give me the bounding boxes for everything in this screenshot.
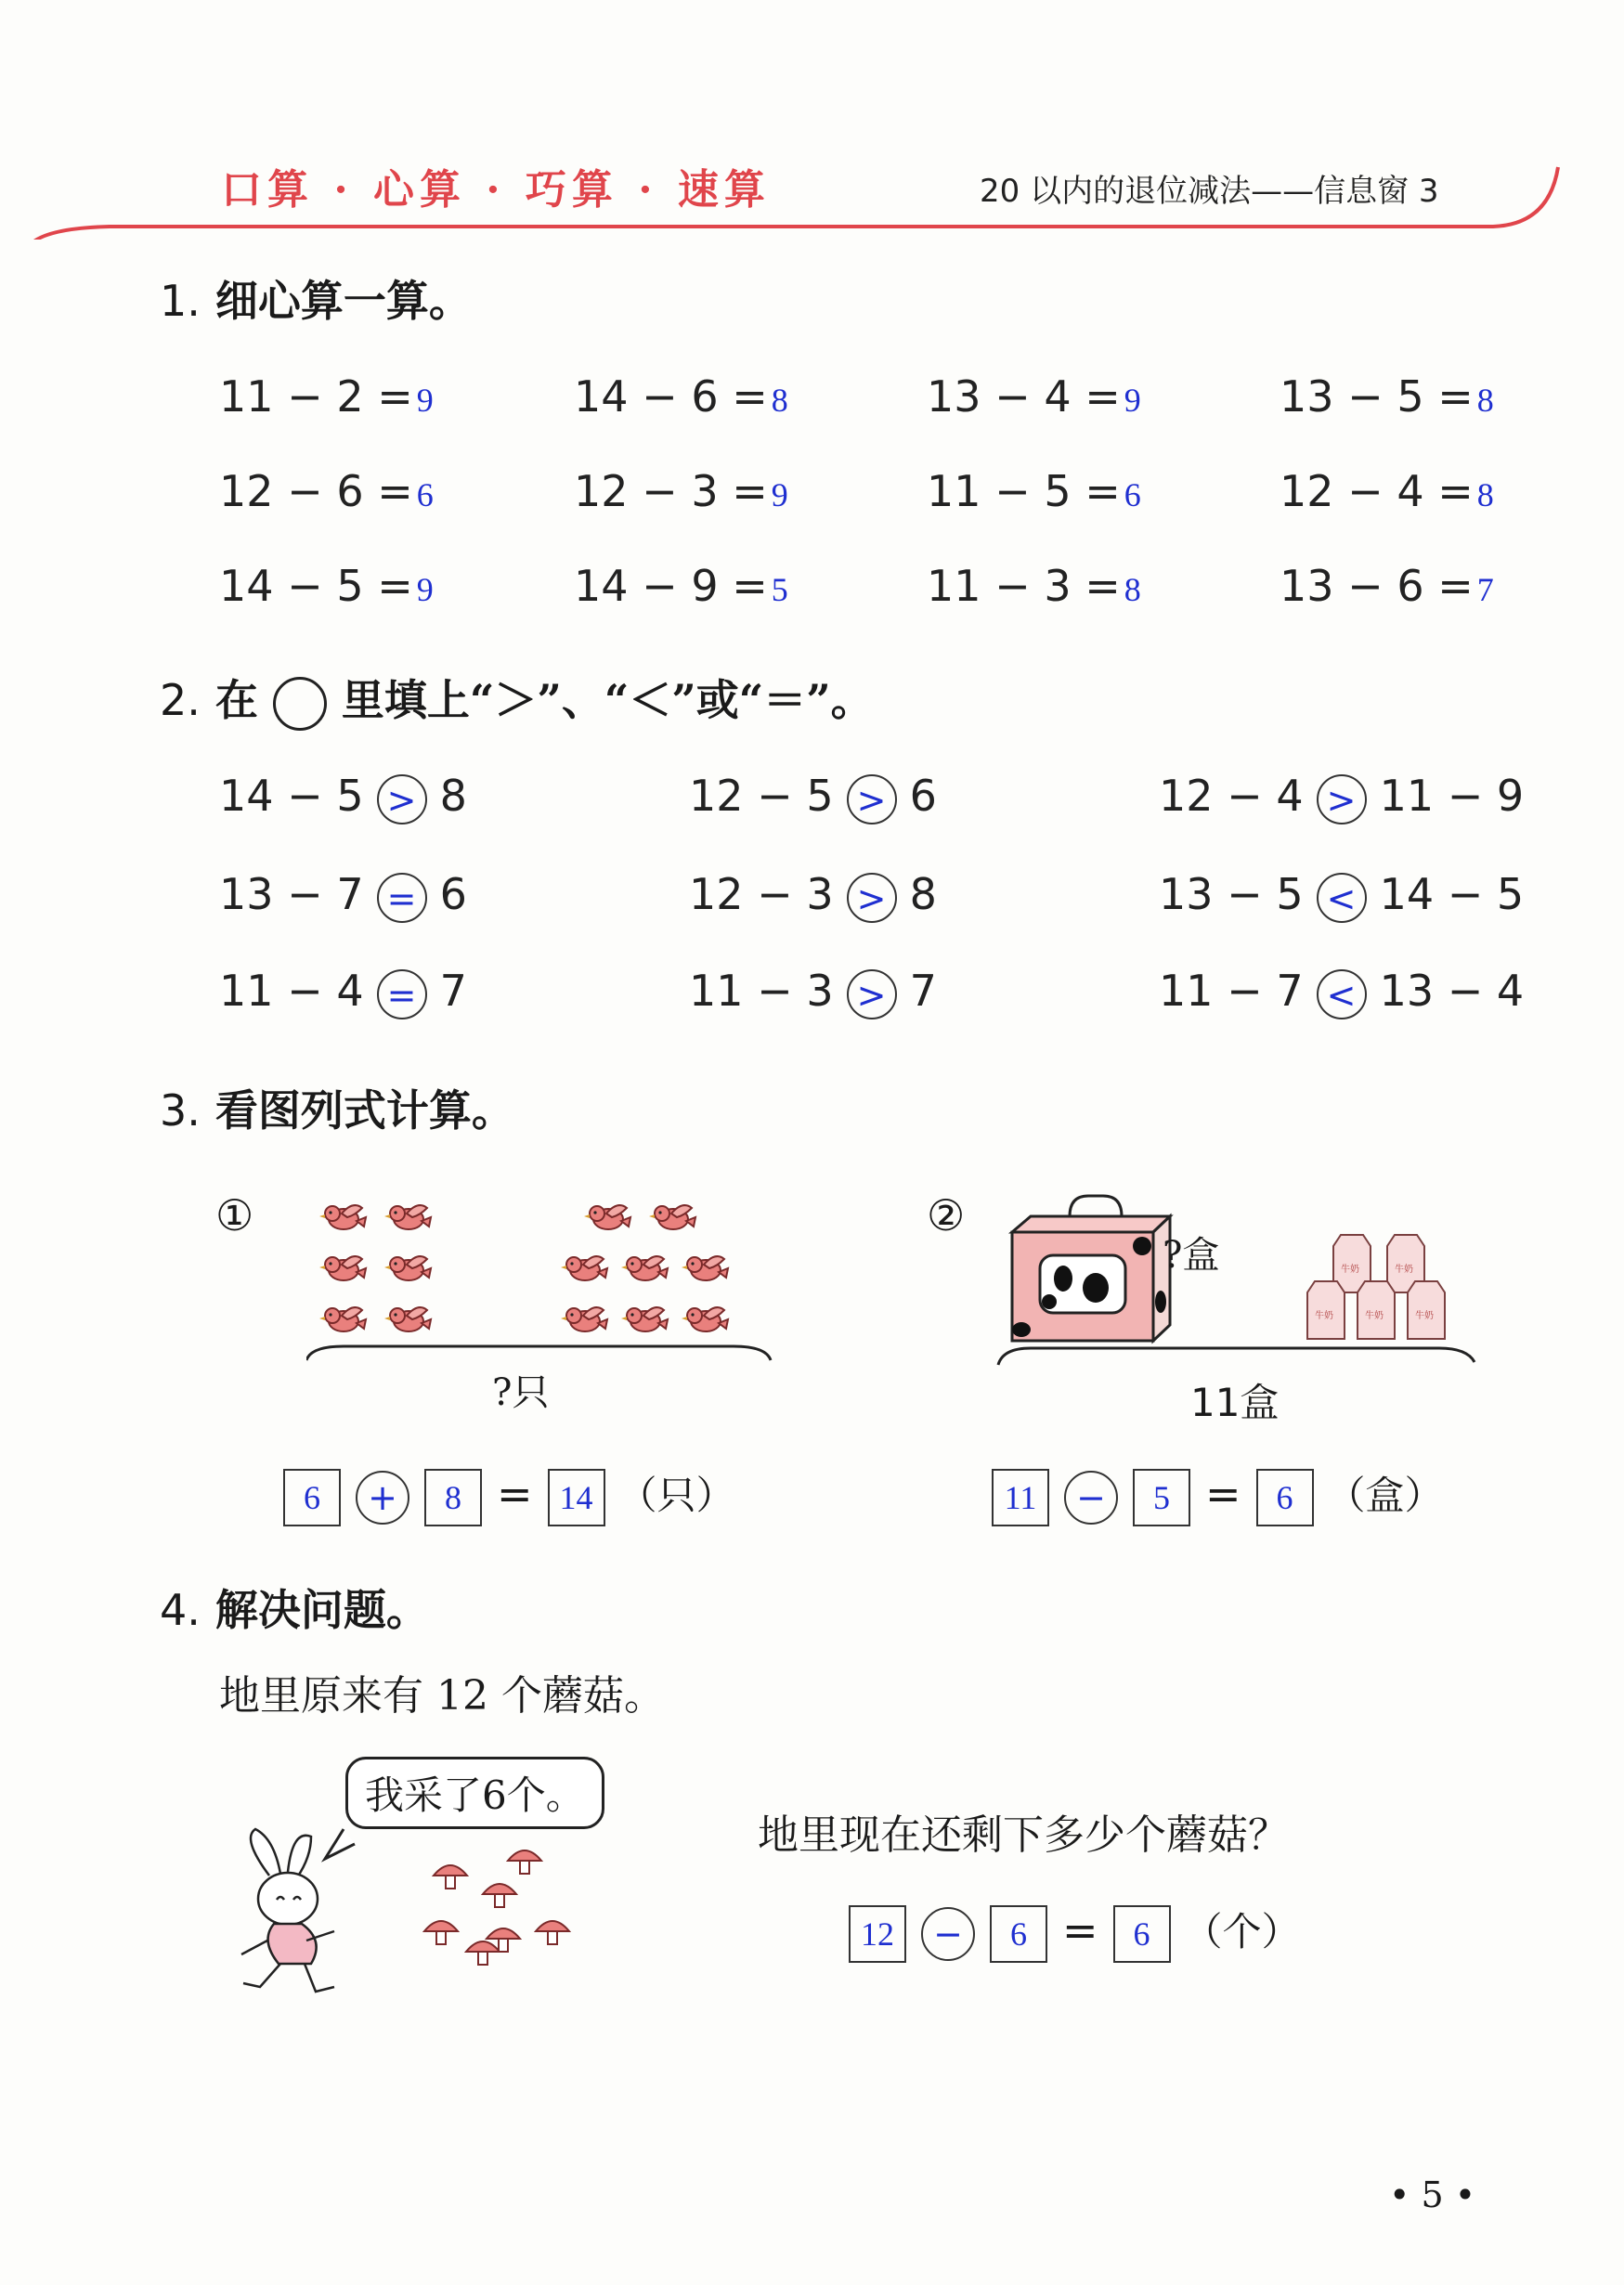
q2-item [689, 966, 937, 1019]
q1-expression: 11 − 5 = [927, 466, 1121, 516]
q2-left-expression: 11 − 7 [1159, 966, 1304, 1016]
rabbit-mushroom-illustration [223, 1801, 613, 2015]
q2-right-expression: 11 − 9 [1379, 771, 1525, 821]
q2-left-expression: 12 − 5 [689, 771, 834, 821]
comparison-circle[interactable]: > [847, 873, 897, 923]
q2-right-expression: 8 [439, 771, 467, 821]
q2-title-pre: 在 [214, 675, 258, 725]
bubble-tail [325, 1829, 355, 1859]
q2-item [219, 771, 467, 824]
q2-left-expression: 12 − 4 [1159, 771, 1304, 821]
q1-answer[interactable]: 9 [416, 571, 434, 608]
q4-number: 4. [160, 1585, 201, 1635]
q1-item [927, 371, 1141, 422]
rabbit-icon [241, 1829, 334, 1992]
q1-expression: 13 − 4 = [927, 371, 1121, 422]
brace [998, 1348, 1475, 1365]
q2-left-expression: 12 − 3 [689, 869, 834, 919]
q1-expression: 14 − 5 = [219, 561, 413, 611]
operator-circle[interactable]: + [356, 1471, 409, 1525]
q2-right-expression: 7 [439, 966, 467, 1016]
q2-item [1159, 869, 1524, 923]
comparison-circle[interactable]: < [1317, 873, 1367, 923]
q2-right-expression: 14 − 5 [1379, 869, 1525, 919]
q4-title: 解决问题。 [214, 1585, 429, 1635]
q1-answer[interactable]: 8 [771, 382, 788, 419]
q1-answer[interactable]: 8 [1124, 571, 1141, 608]
q3-p1-label: ① [215, 1190, 254, 1240]
birds-illustration [306, 1193, 789, 1379]
q1-item [219, 371, 434, 422]
q1-number: 1. [160, 276, 201, 326]
unit-label: （盒） [1326, 1473, 1444, 1518]
q1-heading [160, 267, 472, 329]
q3-p2-label: ② [927, 1190, 966, 1240]
q4-question: 地里现在还剩下多少个蘑菇？ [758, 1811, 1289, 1859]
q2-title-post: 里填上“＞”、“＜”或“＝”。 [341, 675, 874, 725]
milk-box-illustration [994, 1190, 1486, 1376]
comparison-circle[interactable]: = [377, 969, 427, 1019]
q1-answer[interactable]: 9 [771, 476, 788, 513]
gift-box [1012, 1196, 1170, 1341]
q2-item [689, 771, 937, 824]
empty-circle-icon [273, 677, 327, 731]
q2-item [1159, 771, 1524, 824]
comparison-circle[interactable]: > [1317, 774, 1367, 824]
q2-left-expression: 14 − 5 [219, 771, 364, 821]
milk-carton-text: 牛奶 [1341, 1265, 1359, 1275]
q3-p2-equation: 11 − 5 = 6 （盒） [992, 1465, 1444, 1526]
q2-item [219, 869, 467, 923]
q2-left-expression: 11 − 3 [689, 966, 834, 1016]
q1-answer[interactable]: 5 [771, 571, 788, 608]
q2-item [1159, 966, 1524, 1019]
answer-box[interactable]: 6 [283, 1469, 341, 1526]
bird-group-left [319, 1205, 431, 1331]
answer-box[interactable]: 6 [1113, 1905, 1171, 1963]
q3-p1-question: ?只 [492, 1371, 550, 1414]
q3-p1-equation: 6 + 8 = 14 （只） [283, 1465, 735, 1526]
page-number: • 5 • [1389, 2175, 1476, 2215]
q1-expression: 12 − 6 = [219, 466, 413, 516]
brace [306, 1346, 771, 1360]
answer-box[interactable]: 6 [1256, 1469, 1314, 1526]
q1-item [1280, 466, 1494, 516]
unit-label: （个） [1183, 1909, 1301, 1954]
q1-item [574, 371, 788, 422]
q1-answer[interactable]: 9 [416, 382, 434, 419]
q1-expression: 11 − 3 = [927, 561, 1121, 611]
q2-right-expression: 6 [909, 771, 937, 821]
q2-left-expression: 11 − 4 [219, 966, 364, 1016]
operator-circle[interactable]: − [1064, 1471, 1118, 1525]
q1-item [927, 466, 1141, 516]
q1-item [574, 561, 788, 611]
header-left-title: 口算 · 心算 · 巧算 · 速算 [221, 166, 771, 214]
q2-right-expression: 6 [439, 869, 467, 919]
q2-left-expression: 13 − 5 [1159, 869, 1304, 919]
answer-box[interactable]: 11 [992, 1469, 1049, 1526]
q1-expression: 12 − 4 = [1280, 466, 1474, 516]
q3-p2-total: 11盒 [1190, 1380, 1280, 1425]
milk-carton-text: 牛奶 [1315, 1311, 1333, 1321]
answer-box[interactable]: 6 [990, 1905, 1047, 1963]
header-divider [26, 156, 1586, 240]
header-right-title: 20 以内的退位减法——信息窗 3 [980, 173, 1439, 210]
q2-right-expression: 13 − 4 [1379, 966, 1525, 1016]
q1-item [1280, 371, 1494, 422]
q1-answer[interactable]: 7 [1476, 571, 1494, 608]
milk-carton-text: 牛奶 [1415, 1311, 1434, 1321]
comparison-circle[interactable]: > [847, 774, 897, 824]
unit-label: （只） [617, 1473, 735, 1518]
comparison-circle[interactable]: < [1317, 969, 1367, 1019]
q1-answer[interactable]: 8 [1476, 382, 1494, 419]
q1-item [1280, 561, 1494, 611]
q1-answer[interactable]: 9 [1124, 382, 1141, 419]
q2-right-expression: 8 [909, 869, 937, 919]
q1-answer[interactable]: 6 [1124, 476, 1141, 513]
q4-statement: 地里原来有 12 个蘑菇。 [219, 1672, 665, 1720]
bird-group-right [561, 1205, 728, 1331]
q1-expression: 13 − 5 = [1280, 371, 1474, 422]
answer-box[interactable]: 8 [424, 1469, 482, 1526]
q1-item [574, 466, 788, 516]
q1-expression: 13 − 6 = [1280, 561, 1474, 611]
q3-title: 看图列式计算。 [214, 1085, 514, 1136]
q2-number: 2. [160, 675, 201, 725]
q1-expression: 12 − 3 = [574, 466, 768, 516]
q2-item [689, 869, 937, 923]
q3-heading [160, 1077, 514, 1138]
comparison-circle[interactable]: > [377, 774, 427, 824]
q2-left-expression: 13 − 7 [219, 869, 364, 919]
q4-heading [160, 1577, 429, 1638]
milk-carton-text: 牛奶 [1365, 1311, 1384, 1321]
answer-box[interactable]: 14 [548, 1469, 605, 1526]
answer-box[interactable]: 5 [1133, 1469, 1190, 1526]
q1-item [927, 561, 1141, 611]
mushroom-icons [424, 1850, 569, 1965]
q1-item [219, 466, 434, 516]
q3-p2-question: ?盒 [1163, 1234, 1220, 1277]
q2-heading [160, 667, 874, 731]
q1-expression: 14 − 9 = [574, 561, 768, 611]
comparison-circle[interactable]: = [377, 873, 427, 923]
speech-bubble: 我采了6个。 [345, 1757, 604, 1829]
milk-cartons [1307, 1235, 1445, 1339]
q2-item [219, 966, 467, 1019]
comparison-circle[interactable]: > [847, 969, 897, 1019]
answer-box[interactable]: 12 [849, 1905, 906, 1963]
q1-item [219, 561, 434, 611]
q1-expression: 14 − 6 = [574, 371, 768, 422]
milk-carton-text: 牛奶 [1395, 1265, 1413, 1275]
q4-equation: 12 − 6 = 6 （个） [849, 1902, 1301, 1963]
q2-right-expression: 7 [909, 966, 937, 1016]
q1-title: 细心算一算。 [214, 276, 472, 326]
q1-answer[interactable]: 8 [1476, 476, 1494, 513]
q1-expression: 11 − 2 = [219, 371, 413, 422]
operator-circle[interactable]: − [921, 1907, 975, 1961]
q3-number: 3. [160, 1085, 201, 1136]
q1-answer[interactable]: 6 [416, 476, 434, 513]
